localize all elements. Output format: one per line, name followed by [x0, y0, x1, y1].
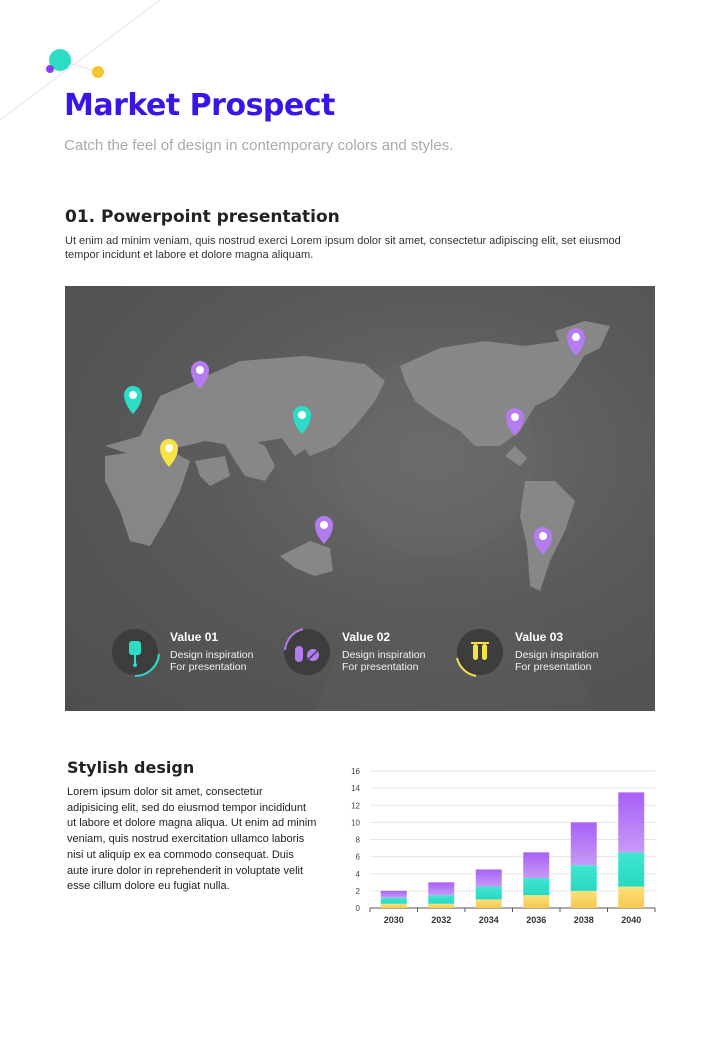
bar-segment: [381, 904, 407, 908]
page-title: Market Prospect: [64, 88, 335, 123]
value-line1: Design inspiration: [342, 649, 426, 661]
y-tick-label: 10: [351, 818, 360, 828]
bar-segment: [571, 865, 597, 891]
y-tick-label: 8: [355, 835, 360, 845]
bar-segment: [571, 822, 597, 865]
y-tick-label: 0: [355, 904, 360, 913]
stylish-title: Stylish design: [67, 758, 195, 777]
value-line1: Design inspiration: [515, 649, 599, 661]
stylish-body: Lorem ipsum dolor sit amet, consectetur adipisicing elit, sed do eiusmod tempor incididunt ut labore et dolore magna aliqua. Ut enim ad minim veniam, quis nostrud exercitation ullamco laboris nisi ut aliquip ex ea commodo consequat. Duis aute irure dolor in reprehenderit in voluptate velit esse cillum dolore eu fugiat nulla.: [67, 786, 317, 893]
world-map-panel: [65, 286, 655, 711]
pills-icon: [283, 628, 335, 680]
value-item-01: [111, 628, 281, 688]
x-tick-label: 2032: [431, 915, 452, 925]
bar-segment: [523, 878, 549, 895]
x-tick-label: 2034: [478, 915, 499, 925]
value-title: Value 01: [170, 630, 219, 644]
page-subtitle: Catch the feel of design in contemporary colors and styles.: [64, 137, 454, 154]
bar-segment: [523, 895, 549, 908]
value-line2: For presentation: [515, 661, 592, 673]
bar-segment: [476, 887, 502, 900]
pin-australia[interactable]: [315, 516, 333, 544]
section-title: 01. Powerpoint presentation: [65, 207, 340, 227]
bar-segment: [428, 882, 454, 895]
bar-segment: [618, 792, 644, 852]
iv-bag-icon: [111, 628, 163, 680]
value-line1: Design inspiration: [170, 649, 254, 661]
stacked-bar-chart: [340, 762, 660, 932]
x-tick-label: 2036: [526, 915, 547, 925]
y-tick-label: 4: [355, 869, 360, 879]
value-title: Value 03: [515, 630, 564, 644]
y-tick-label: 2: [355, 886, 360, 896]
section-body: Ut enim ad minim veniam, quis nostrud exerci Lorem ipsum dolor sit amet, consectetur adipiscing elit, set eiusmod tempor incidunt et labore et dolore magna aliquam.: [65, 235, 621, 261]
y-tick-label: 6: [355, 852, 360, 862]
value-title: Value 02: [342, 630, 391, 644]
bar-segment: [523, 852, 549, 878]
value-line2: For presentation: [342, 661, 419, 673]
y-tick-label: 12: [351, 801, 360, 811]
y-tick-label: 16: [351, 767, 360, 776]
value-subtitle: [342, 649, 425, 673]
bar-segment: [618, 887, 644, 908]
bar-segment: [381, 898, 407, 904]
value-subtitle: [515, 649, 598, 673]
x-tick-label: 2040: [621, 915, 642, 925]
value-item-02: [283, 628, 453, 688]
bar-segment: [428, 904, 454, 908]
bar-segment: [618, 852, 644, 886]
value-item-03: [456, 628, 626, 688]
value-line2: For presentation: [170, 661, 247, 673]
x-tick-label: 2038: [573, 915, 594, 925]
x-tick-label: 2030: [383, 915, 404, 925]
bar-segment: [571, 891, 597, 908]
bar-segment: [476, 869, 502, 886]
y-tick-label: 14: [351, 784, 360, 794]
value-list: [111, 628, 631, 688]
value-subtitle: [170, 649, 253, 673]
test-tubes-icon: [456, 628, 508, 680]
bar-segment: [476, 899, 502, 908]
bar-segment: [381, 891, 407, 898]
pin-europe-west[interactable]: [124, 386, 142, 414]
bar-segment: [428, 895, 454, 904]
